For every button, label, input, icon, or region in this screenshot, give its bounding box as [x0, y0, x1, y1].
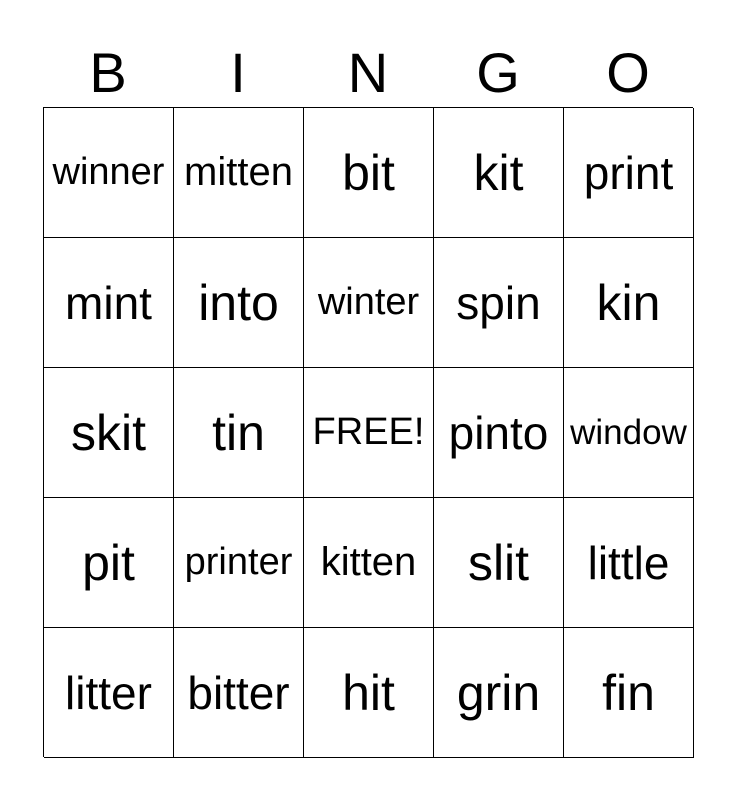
- header-letter-n: N: [347, 41, 389, 104]
- header-letter-g: G: [476, 41, 520, 104]
- bingo-cell[interactable]: spin: [434, 238, 564, 368]
- bingo-cell[interactable]: kin: [564, 238, 694, 368]
- bingo-cell[interactable]: winner: [44, 108, 174, 238]
- bingo-board: [43, 107, 693, 757]
- free-space-cell[interactable]: FREE!: [304, 368, 434, 498]
- bingo-cell[interactable]: kitten: [304, 498, 434, 628]
- bingo-cell[interactable]: into: [174, 238, 304, 368]
- bingo-cell[interactable]: print: [564, 108, 694, 238]
- bingo-cell[interactable]: pinto: [434, 368, 564, 498]
- bingo-cell[interactable]: kit: [434, 108, 564, 238]
- bingo-cell[interactable]: tin: [174, 368, 304, 498]
- bingo-cell[interactable]: litter: [44, 628, 174, 758]
- bingo-cell[interactable]: hit: [304, 628, 434, 758]
- bingo-cell[interactable]: printer: [174, 498, 304, 628]
- bingo-cell[interactable]: window: [564, 368, 694, 498]
- bingo-cell[interactable]: mitten: [174, 108, 304, 238]
- bingo-cell[interactable]: skit: [44, 368, 174, 498]
- bingo-cell[interactable]: fin: [564, 628, 694, 758]
- header-letter-o: O: [606, 41, 650, 104]
- bingo-cell[interactable]: little: [564, 498, 694, 628]
- header-letter-i: I: [230, 41, 246, 104]
- bingo-cell[interactable]: slit: [434, 498, 564, 628]
- bingo-cell[interactable]: grin: [434, 628, 564, 758]
- bingo-cell[interactable]: winter: [304, 238, 434, 368]
- bingo-header: [43, 38, 693, 108]
- bingo-cell[interactable]: bit: [304, 108, 434, 238]
- header-letter-b: B: [89, 41, 127, 104]
- bingo-cell[interactable]: bitter: [174, 628, 304, 758]
- bingo-cell[interactable]: mint: [44, 238, 174, 368]
- bingo-cell[interactable]: pit: [44, 498, 174, 628]
